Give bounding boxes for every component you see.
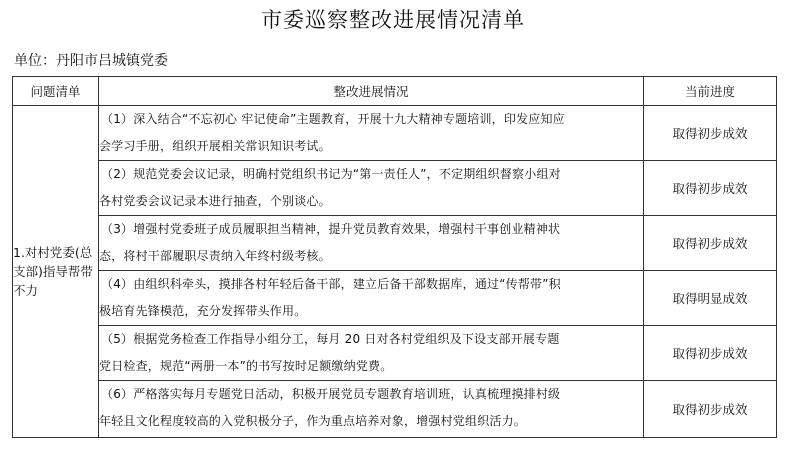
table-header-row — [13, 77, 777, 106]
progress-line: （5）根据党务检查工作指导小组分工，每月 20 日对各村党组织及下设支部开展专题 — [101, 332, 560, 346]
progress-line: （6）严格落实每月专题党日活动，积极开展党员专题教育培训班，认真梳理摸排村级 — [101, 387, 561, 401]
progress-line: 态，将村干部履职尽责纳入年终村级考核。 — [99, 249, 331, 263]
status-cell: 取得明显成效 — [644, 271, 777, 326]
table-row — [13, 161, 777, 216]
header-current-status: 当前进度 — [644, 77, 777, 106]
table-row — [13, 106, 777, 161]
unit-label: 单位：丹阳市吕城镇党委 — [14, 53, 168, 69]
progress-cell — [99, 216, 644, 271]
progress-line: 极培育先锋模范，充分发挥带头作用。 — [99, 304, 307, 318]
status-cell: 取得初步成效 — [644, 216, 777, 271]
progress-line: （2）规范党委会议记录，明确村党组织书记为“第一责任人”，不定期组织督察小组对 — [101, 167, 561, 181]
rectification-table — [12, 76, 777, 438]
header-issue-list: 问题清单 — [13, 77, 99, 106]
table-row — [13, 216, 777, 271]
progress-line: （4）由组织科牵头，摸排各村年轻后备干部，建立后备干部数据库，通过“传帮带”积 — [101, 277, 561, 291]
progress-cell — [99, 161, 644, 216]
progress-line: 各村党委会议记录本进行抽查，个别谈心。 — [99, 194, 331, 208]
progress-line: （1）深入结合“不忘初心 牢记使命”主题教育，开展十九大精神专题培训，印发应知应 — [101, 112, 565, 126]
page-title: 市委巡察整改进展情况清单 — [261, 8, 525, 32]
progress-cell — [99, 381, 644, 438]
progress-cell — [99, 271, 644, 326]
issue-cell: 1.对村党委(总支部)指导帮带不力 — [13, 106, 99, 438]
status-cell: 取得初步成效 — [644, 161, 777, 216]
progress-line: 会学习手册，组织开展相关常识知识考试。 — [99, 139, 331, 153]
progress-cell — [99, 326, 644, 381]
status-cell: 取得初步成效 — [644, 106, 777, 161]
status-cell: 取得初步成效 — [644, 326, 777, 381]
progress-line: 年轻且文化程度较高的入党积极分子，作为重点培养对象，增强村党组织活力。 — [99, 414, 527, 428]
progress-line: 党日检查，规范“两册一本”的书写按时足额缴纳党费。 — [99, 359, 393, 373]
header-progress-detail: 整改进展情况 — [99, 77, 644, 106]
table-row — [13, 271, 777, 326]
table-row — [13, 381, 777, 438]
progress-cell — [99, 106, 644, 161]
status-cell: 取得初步成效 — [644, 381, 777, 438]
table-row — [13, 326, 777, 381]
progress-line: （3）增强村党委班子成员履职担当精神，提升党员教育效果，增强村干事创业精神状 — [101, 222, 561, 236]
